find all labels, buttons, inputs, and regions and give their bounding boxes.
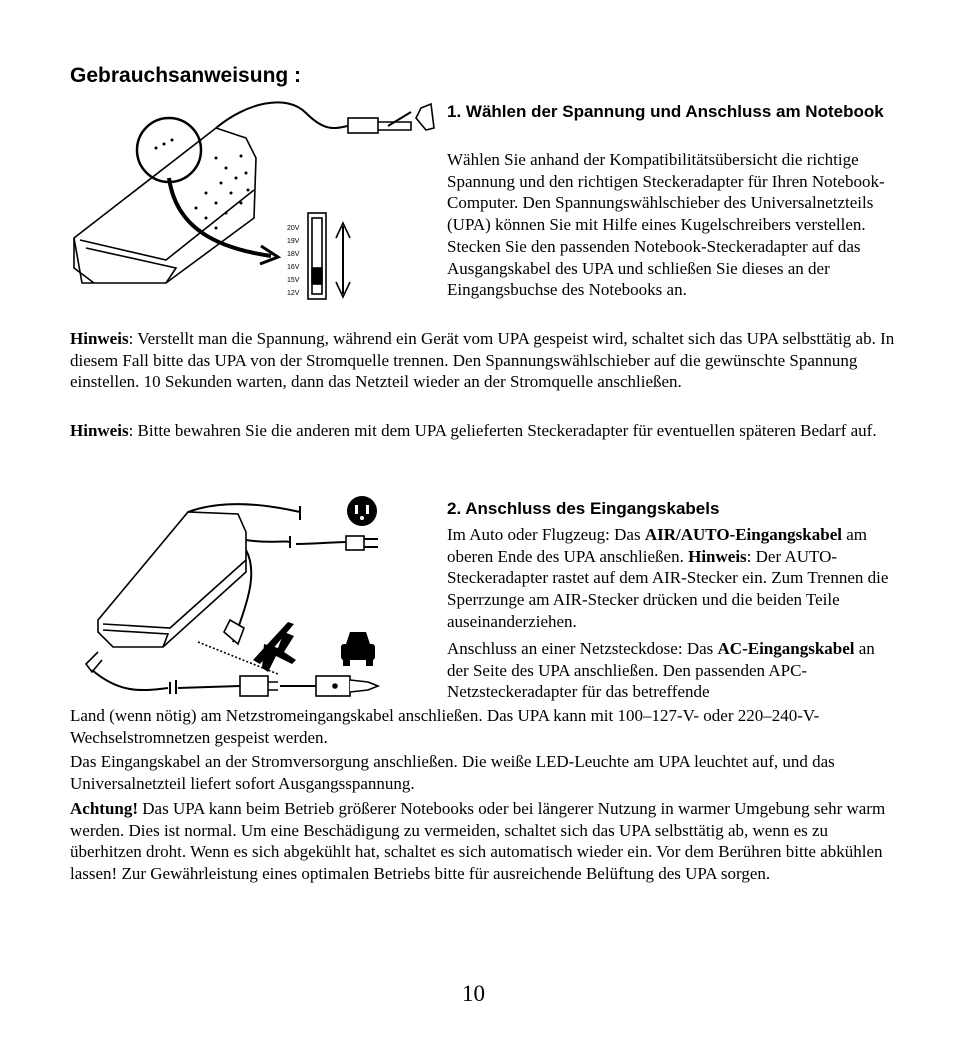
voltage-label: 20V — [287, 225, 300, 232]
section2-led-paragraph: Das Eingangskabel an der Stromversorgung anschließen. Die weiße LED-Leuchte am UPA leuchtet auf, und das Universalnetzteil liefert sofort Ausgangsspannung. — [70, 752, 835, 793]
car-icon — [341, 632, 375, 666]
note1-label: Hinweis — [70, 329, 129, 348]
adapter-voltage-illustration — [66, 98, 446, 308]
voltage-label: 18V — [287, 251, 300, 258]
text-run: Anschluss an einer Netzsteckdose: Das — [447, 639, 718, 658]
text-run: an der Seite des UPA anschließen. Den passenden APC-Netzsteckeradapter für das betreffende — [447, 639, 875, 702]
note2-label: Hinweis — [70, 421, 129, 440]
warning-label: Achtung! — [70, 799, 139, 818]
section2-ac-paragraph — [447, 638, 897, 703]
note1-text: : Verstellt man die Spannung, während ein Gerät vom UPA gespeist wird, schaltet sich das UPA selbsttätig ab. In diesem Fall bitte das UPA von der Stromquelle trennen. Den Spannungswählschieber auf die gewünschte Spannung einstellen. 10 Sekunden warten, dann das Netzteil wieder an der Stromquelle anschließen. — [70, 329, 895, 392]
page-title: Gebrauchsanweisung : — [70, 64, 302, 87]
section1-paragraph: Wählen Sie anhand der Kompatibilitätsübersicht die richtige Spannung und den richtigen Steckeradapter für Ihren Notebook-Computer. Den Spannungswählschieber des Universalnetzteils (UPA) können Sie mit Hilfe eines Kugelschreibers verstellen. Stecken Sie den passenden Notebook-Steckeradapter auf das Ausgangskabel des UPA und schließen Sie dieses an der Eingangsbuchse des Notebooks an. — [447, 150, 885, 300]
section2-ac-paragraph-continued: Land (wenn nötig) am Netzstromeingangskabel anschließen. Das UPA kann mit 100–127-V- oder 220–240-V-Wechselstromnetzen gespeist werden. — [70, 706, 820, 747]
input-cable-illustration — [78, 492, 400, 702]
note2 — [70, 420, 900, 442]
text-run: : Der AUTO-Steckeradapter rastet auf dem AIR-Stecker ein. Zum Trennen die Sperrzunge am AIR-Stecker drücken und die beiden Teile auseinanderziehen. — [447, 546, 889, 631]
warning-paragraph — [70, 798, 900, 885]
section2-air-auto-paragraph — [447, 524, 897, 633]
text-run-bold: AC-Eingangskabel — [717, 639, 855, 658]
power-outlet-icon — [347, 496, 377, 526]
note2-text: : Bitte bewahren Sie die anderen mit dem UPA gelieferten Steckeradapter für eventuellen späteren Bedarf auf. — [128, 421, 877, 440]
text-run: am oberen Ende des UPA anschließen. — [447, 525, 868, 566]
voltage-label: 19V — [287, 238, 300, 245]
section2-heading: 2. Anschluss des Eingangskabels — [447, 499, 720, 518]
airplane-icon — [253, 622, 296, 672]
text-run: Im Auto oder Flugzeug: Das — [447, 525, 645, 544]
page-number: 10 — [462, 981, 485, 1006]
text-run-bold: AIR/AUTO-Eingangskabel — [644, 525, 842, 544]
warning-text: Das UPA kann beim Betrieb größerer Notebooks oder bei längerer Nutzung in warmer Umgebung sehr warm werden. Dies ist normal. Um eine Beschädigung zu vermeiden, schaltet sich das UPA selbsttätig ab, wenn es zu überhitzen droht. Wenn es sich abgekühlt hat, schaltet es sich automatisch wieder ein. Vor dem Berühren bitte abkühlen lassen! Zur Gewährleistung eines optimalen Betriebs bitte für ausreichende Belüftung des UPA sorgen. — [70, 799, 886, 884]
voltage-label: 15V — [287, 277, 300, 284]
voltage-label: 12V — [287, 290, 300, 297]
section1-heading: 1. Wählen der Spannung und Anschluss am Notebook — [447, 102, 884, 121]
voltage-label: 16V — [287, 264, 300, 271]
text-run-bold: Hinweis — [688, 546, 747, 566]
note1 — [70, 328, 900, 393]
